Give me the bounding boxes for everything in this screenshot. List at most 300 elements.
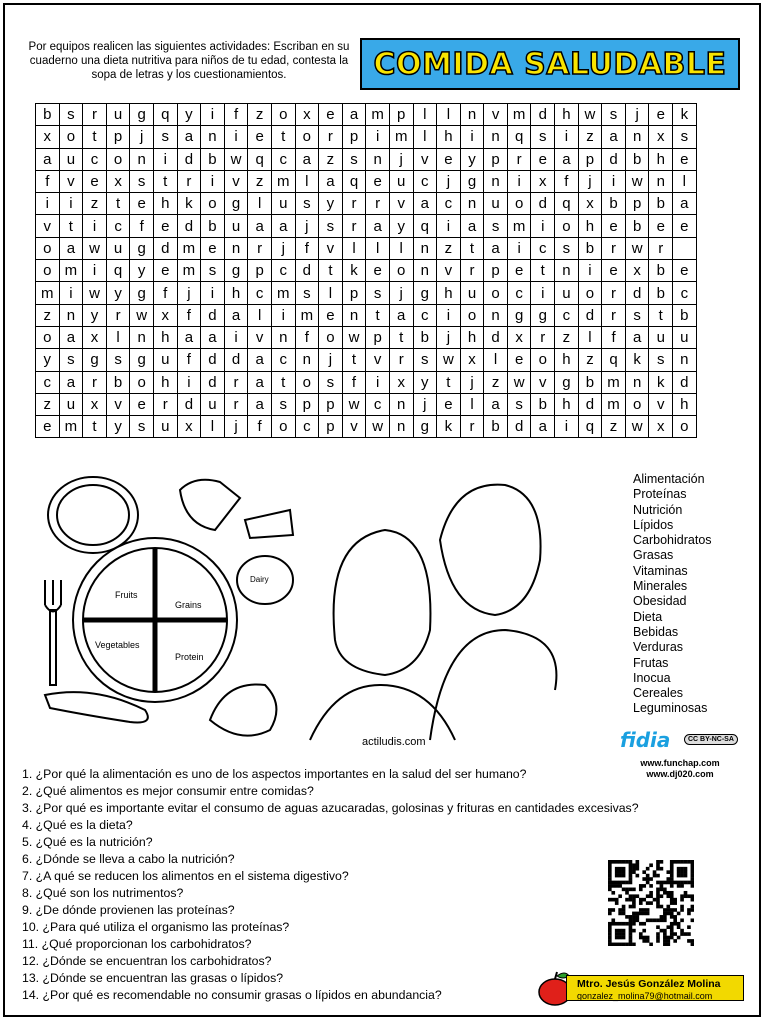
grid-cell[interactable]: x xyxy=(578,193,602,215)
grid-cell[interactable]: w xyxy=(437,349,461,371)
grid-cell[interactable]: j xyxy=(177,282,201,304)
grid-cell[interactable]: c xyxy=(83,148,107,170)
grid-cell[interactable]: v xyxy=(36,215,60,237)
grid-cell[interactable]: c xyxy=(271,148,295,170)
grid-cell[interactable]: y xyxy=(106,282,130,304)
grid-cell[interactable]: x xyxy=(177,416,201,438)
grid-cell[interactable]: l xyxy=(295,170,319,192)
grid-cell[interactable]: r xyxy=(602,282,626,304)
grid-cell[interactable]: n xyxy=(413,260,437,282)
grid-cell[interactable]: e xyxy=(437,393,461,415)
grid-cell[interactable]: u xyxy=(153,416,177,438)
grid-cell[interactable]: q xyxy=(413,215,437,237)
grid-cell[interactable]: e xyxy=(507,349,531,371)
grid-cell[interactable]: a xyxy=(248,393,272,415)
grid-cell[interactable]: w xyxy=(507,371,531,393)
grid-cell[interactable]: n xyxy=(555,260,579,282)
grid-cell[interactable]: d xyxy=(201,349,225,371)
grid-cell[interactable]: o xyxy=(531,349,555,371)
grid-cell[interactable]: i xyxy=(460,126,484,148)
grid-cell[interactable]: l xyxy=(201,416,225,438)
grid-cell[interactable]: t xyxy=(531,260,555,282)
grid-cell[interactable]: e xyxy=(531,148,555,170)
grid-cell[interactable]: s xyxy=(295,282,319,304)
grid-cell[interactable]: e xyxy=(437,148,461,170)
grid-cell[interactable]: n xyxy=(460,104,484,126)
grid-cell[interactable]: o xyxy=(319,326,343,348)
grid-cell[interactable]: s xyxy=(484,215,508,237)
grid-cell[interactable]: m xyxy=(59,260,83,282)
grid-cell[interactable]: l xyxy=(460,393,484,415)
grid-cell[interactable]: y xyxy=(130,260,154,282)
grid-cell[interactable]: m xyxy=(271,282,295,304)
grid-cell[interactable]: w xyxy=(625,237,649,259)
grid-cell[interactable]: s xyxy=(130,416,154,438)
grid-cell[interactable]: c xyxy=(248,282,272,304)
grid-cell[interactable]: n xyxy=(625,126,649,148)
grid-cell[interactable]: r xyxy=(342,215,366,237)
grid-cell[interactable]: r xyxy=(248,237,272,259)
grid-cell[interactable]: x xyxy=(625,260,649,282)
grid-cell[interactable]: v xyxy=(531,371,555,393)
grid-cell[interactable]: w xyxy=(83,282,107,304)
grid-cell[interactable]: v xyxy=(59,170,83,192)
grid-cell[interactable] xyxy=(673,237,697,259)
grid-cell[interactable]: i xyxy=(36,193,60,215)
grid-cell[interactable]: i xyxy=(531,215,555,237)
grid-cell[interactable]: i xyxy=(201,170,225,192)
grid-cell[interactable]: h xyxy=(224,282,248,304)
grid-cell[interactable]: t xyxy=(649,304,673,326)
grid-cell[interactable]: e xyxy=(36,416,60,438)
grid-cell[interactable]: u xyxy=(59,148,83,170)
grid-cell[interactable]: i xyxy=(153,148,177,170)
grid-cell[interactable]: l xyxy=(366,237,390,259)
grid-cell[interactable]: r xyxy=(460,416,484,438)
grid-cell[interactable]: e xyxy=(366,260,390,282)
grid-cell[interactable]: g xyxy=(507,304,531,326)
grid-cell[interactable]: z xyxy=(36,393,60,415)
grid-cell[interactable]: b xyxy=(625,148,649,170)
grid-cell[interactable]: l xyxy=(106,326,130,348)
grid-cell[interactable]: p xyxy=(319,416,343,438)
grid-cell[interactable]: f xyxy=(295,326,319,348)
grid-cell[interactable]: d xyxy=(201,304,225,326)
grid-cell[interactable]: k xyxy=(437,416,461,438)
grid-cell[interactable]: o xyxy=(130,371,154,393)
grid-cell[interactable]: v xyxy=(366,349,390,371)
grid-cell[interactable]: s xyxy=(413,349,437,371)
grid-cell[interactable]: x xyxy=(507,326,531,348)
grid-cell[interactable]: a xyxy=(201,326,225,348)
grid-cell[interactable]: g xyxy=(130,237,154,259)
grid-cell[interactable]: k xyxy=(649,371,673,393)
grid-cell[interactable]: d xyxy=(625,282,649,304)
grid-cell[interactable]: c xyxy=(295,416,319,438)
link-funchap[interactable]: www.funchap.com xyxy=(640,758,720,768)
grid-cell[interactable]: m xyxy=(177,237,201,259)
grid-cell[interactable]: q xyxy=(248,148,272,170)
grid-cell[interactable]: p xyxy=(484,260,508,282)
grid-cell[interactable]: r xyxy=(649,237,673,259)
grid-cell[interactable]: o xyxy=(460,304,484,326)
grid-cell[interactable]: c xyxy=(555,304,579,326)
grid-cell[interactable]: w xyxy=(130,304,154,326)
grid-cell[interactable]: s xyxy=(153,126,177,148)
grid-cell[interactable]: o xyxy=(484,282,508,304)
grid-cell[interactable]: n xyxy=(342,304,366,326)
grid-cell[interactable]: p xyxy=(625,193,649,215)
grid-cell[interactable]: t xyxy=(153,170,177,192)
grid-cell[interactable]: n xyxy=(484,126,508,148)
grid-cell[interactable]: r xyxy=(83,104,107,126)
grid-cell[interactable]: n xyxy=(130,148,154,170)
grid-cell[interactable]: a xyxy=(555,148,579,170)
grid-cell[interactable]: b xyxy=(36,104,60,126)
grid-cell[interactable]: p xyxy=(319,393,343,415)
link-dj020[interactable]: www.dj020.com xyxy=(646,769,714,779)
grid-cell[interactable]: v xyxy=(484,104,508,126)
grid-cell[interactable]: i xyxy=(271,304,295,326)
grid-cell[interactable]: p xyxy=(578,148,602,170)
grid-cell[interactable]: u xyxy=(106,104,130,126)
grid-cell[interactable]: p xyxy=(295,393,319,415)
grid-cell[interactable]: a xyxy=(271,215,295,237)
grid-cell[interactable]: a xyxy=(248,371,272,393)
grid-cell[interactable]: a xyxy=(484,237,508,259)
grid-cell[interactable]: b xyxy=(649,260,673,282)
grid-cell[interactable]: y xyxy=(319,193,343,215)
grid-cell[interactable]: x xyxy=(460,349,484,371)
grid-cell[interactable]: v xyxy=(319,237,343,259)
grid-cell[interactable]: i xyxy=(555,126,579,148)
grid-cell[interactable]: n xyxy=(130,326,154,348)
grid-cell[interactable]: d xyxy=(295,260,319,282)
grid-cell[interactable]: l xyxy=(342,237,366,259)
grid-cell[interactable]: n xyxy=(271,326,295,348)
grid-cell[interactable]: g xyxy=(413,416,437,438)
grid-cell[interactable]: l xyxy=(248,193,272,215)
grid-cell[interactable]: r xyxy=(507,148,531,170)
grid-cell[interactable]: o xyxy=(271,416,295,438)
grid-cell[interactable]: g xyxy=(130,104,154,126)
grid-cell[interactable]: m xyxy=(602,371,626,393)
grid-cell[interactable]: k xyxy=(342,260,366,282)
grid-cell[interactable]: r xyxy=(366,193,390,215)
grid-cell[interactable]: o xyxy=(389,260,413,282)
grid-cell[interactable]: o xyxy=(36,260,60,282)
grid-cell[interactable]: i xyxy=(366,371,390,393)
grid-cell[interactable]: i xyxy=(59,193,83,215)
grid-cell[interactable]: c xyxy=(271,260,295,282)
grid-cell[interactable]: r xyxy=(342,193,366,215)
grid-cell[interactable]: r xyxy=(177,170,201,192)
grid-cell[interactable]: v xyxy=(389,193,413,215)
grid-cell[interactable]: r xyxy=(224,371,248,393)
grid-cell[interactable]: j xyxy=(295,215,319,237)
grid-cell[interactable]: n xyxy=(59,304,83,326)
grid-cell[interactable]: n xyxy=(366,148,390,170)
grid-cell[interactable]: h xyxy=(153,193,177,215)
grid-cell[interactable]: j xyxy=(389,282,413,304)
grid-cell[interactable]: s xyxy=(531,126,555,148)
grid-cell[interactable]: h xyxy=(153,371,177,393)
grid-cell[interactable]: t xyxy=(271,126,295,148)
grid-cell[interactable]: x xyxy=(83,393,107,415)
grid-cell[interactable]: m xyxy=(177,260,201,282)
grid-cell[interactable]: b xyxy=(578,371,602,393)
grid-cell[interactable]: c xyxy=(507,282,531,304)
grid-cell[interactable]: x xyxy=(106,170,130,192)
grid-cell[interactable]: c xyxy=(271,349,295,371)
qr-code-icon[interactable] xyxy=(608,860,694,946)
grid-cell[interactable]: d xyxy=(578,304,602,326)
grid-cell[interactable]: c xyxy=(36,371,60,393)
grid-cell[interactable]: z xyxy=(602,416,626,438)
grid-cell[interactable]: e xyxy=(153,215,177,237)
grid-cell[interactable]: c xyxy=(673,282,697,304)
grid-cell[interactable]: r xyxy=(83,371,107,393)
grid-cell[interactable]: f xyxy=(248,416,272,438)
grid-cell[interactable]: b xyxy=(201,215,225,237)
grid-cell[interactable]: i xyxy=(437,215,461,237)
grid-cell[interactable]: f xyxy=(36,170,60,192)
grid-cell[interactable]: e xyxy=(649,215,673,237)
grid-cell[interactable]: s xyxy=(295,193,319,215)
grid-cell[interactable]: t xyxy=(366,304,390,326)
grid-cell[interactable]: d xyxy=(484,326,508,348)
grid-cell[interactable]: x xyxy=(36,126,60,148)
grid-cell[interactable]: q xyxy=(507,126,531,148)
grid-cell[interactable]: e xyxy=(153,260,177,282)
grid-cell[interactable]: l xyxy=(413,126,437,148)
grid-cell[interactable]: y xyxy=(36,349,60,371)
grid-cell[interactable]: u xyxy=(224,215,248,237)
grid-cell[interactable]: d xyxy=(673,371,697,393)
grid-cell[interactable]: s xyxy=(649,349,673,371)
grid-cell[interactable]: n xyxy=(625,371,649,393)
grid-cell[interactable]: s xyxy=(130,170,154,192)
grid-cell[interactable]: a xyxy=(460,215,484,237)
grid-cell[interactable]: d xyxy=(531,193,555,215)
grid-cell[interactable]: s xyxy=(625,304,649,326)
grid-cell[interactable]: e xyxy=(248,126,272,148)
grid-cell[interactable]: l xyxy=(413,104,437,126)
grid-cell[interactable]: l xyxy=(248,304,272,326)
grid-cell[interactable]: g xyxy=(130,282,154,304)
grid-cell[interactable]: l xyxy=(484,349,508,371)
grid-cell[interactable]: s xyxy=(319,371,343,393)
grid-cell[interactable]: h xyxy=(437,282,461,304)
grid-cell[interactable]: a xyxy=(342,104,366,126)
grid-cell[interactable]: s xyxy=(555,237,579,259)
grid-cell[interactable]: y xyxy=(177,104,201,126)
grid-cell[interactable]: n xyxy=(460,193,484,215)
grid-cell[interactable]: i xyxy=(531,282,555,304)
grid-cell[interactable]: t xyxy=(271,371,295,393)
grid-cell[interactable]: k xyxy=(673,104,697,126)
grid-cell[interactable]: b xyxy=(602,193,626,215)
grid-cell[interactable]: f xyxy=(342,371,366,393)
grid-cell[interactable]: u xyxy=(389,170,413,192)
grid-cell[interactable]: z xyxy=(555,326,579,348)
grid-cell[interactable]: w xyxy=(83,237,107,259)
grid-cell[interactable]: f xyxy=(177,349,201,371)
grid-cell[interactable]: t xyxy=(389,326,413,348)
grid-cell[interactable]: q xyxy=(555,193,579,215)
grid-cell[interactable]: s xyxy=(342,148,366,170)
grid-cell[interactable]: z xyxy=(248,170,272,192)
grid-cell[interactable]: z xyxy=(319,148,343,170)
grid-cell[interactable]: j xyxy=(578,170,602,192)
grid-cell[interactable]: n xyxy=(649,170,673,192)
grid-cell[interactable]: z xyxy=(36,304,60,326)
grid-cell[interactable]: n xyxy=(201,126,225,148)
grid-cell[interactable]: e xyxy=(83,170,107,192)
grid-cell[interactable]: n xyxy=(295,349,319,371)
grid-cell[interactable]: z xyxy=(437,237,461,259)
grid-cell[interactable]: b xyxy=(484,416,508,438)
grid-cell[interactable]: s xyxy=(59,349,83,371)
grid-cell[interactable]: b xyxy=(649,193,673,215)
grid-cell[interactable]: z xyxy=(578,126,602,148)
grid-cell[interactable]: b xyxy=(106,371,130,393)
grid-cell[interactable]: d xyxy=(177,148,201,170)
grid-cell[interactable]: b xyxy=(649,282,673,304)
grid-cell[interactable]: e xyxy=(130,393,154,415)
grid-cell[interactable]: a xyxy=(319,170,343,192)
grid-cell[interactable]: f xyxy=(224,104,248,126)
grid-cell[interactable]: a xyxy=(413,193,437,215)
grid-cell[interactable]: v xyxy=(413,148,437,170)
grid-cell[interactable]: j xyxy=(413,393,437,415)
grid-cell[interactable]: i xyxy=(366,126,390,148)
grid-cell[interactable]: e xyxy=(319,304,343,326)
grid-cell[interactable]: p xyxy=(389,104,413,126)
grid-cell[interactable]: v xyxy=(342,416,366,438)
grid-cell[interactable]: t xyxy=(83,416,107,438)
grid-cell[interactable]: l xyxy=(437,104,461,126)
grid-cell[interactable]: q xyxy=(342,170,366,192)
grid-cell[interactable]: n xyxy=(673,349,697,371)
grid-cell[interactable]: z xyxy=(248,104,272,126)
grid-cell[interactable]: g xyxy=(413,282,437,304)
grid-cell[interactable]: x xyxy=(649,126,673,148)
grid-cell[interactable]: m xyxy=(295,304,319,326)
grid-cell[interactable]: a xyxy=(389,304,413,326)
grid-cell[interactable]: o xyxy=(201,193,225,215)
grid-cell[interactable]: o xyxy=(36,237,60,259)
grid-cell[interactable]: x xyxy=(649,416,673,438)
grid-cell[interactable]: g xyxy=(460,170,484,192)
grid-cell[interactable]: d xyxy=(224,349,248,371)
grid-cell[interactable]: h xyxy=(437,126,461,148)
grid-cell[interactable]: k xyxy=(177,193,201,215)
grid-cell[interactable]: a xyxy=(36,148,60,170)
grid-cell[interactable]: i xyxy=(224,126,248,148)
grid-cell[interactable]: s xyxy=(59,104,83,126)
grid-cell[interactable]: p xyxy=(342,126,366,148)
grid-cell[interactable]: q xyxy=(602,349,626,371)
grid-cell[interactable]: e xyxy=(602,260,626,282)
grid-cell[interactable]: i xyxy=(83,215,107,237)
grid-cell[interactable]: r xyxy=(460,260,484,282)
grid-cell[interactable]: q xyxy=(153,104,177,126)
grid-cell[interactable]: j xyxy=(130,126,154,148)
grid-cell[interactable]: s xyxy=(366,282,390,304)
grid-cell[interactable]: t xyxy=(59,215,83,237)
grid-cell[interactable]: f xyxy=(153,282,177,304)
grid-cell[interactable]: d xyxy=(578,393,602,415)
grid-cell[interactable]: v xyxy=(248,326,272,348)
grid-cell[interactable]: g xyxy=(224,260,248,282)
grid-cell[interactable]: m xyxy=(389,126,413,148)
grid-cell[interactable]: u xyxy=(673,326,697,348)
grid-cell[interactable]: i xyxy=(507,237,531,259)
grid-cell[interactable]: c xyxy=(106,215,130,237)
grid-cell[interactable]: d xyxy=(507,416,531,438)
grid-cell[interactable]: s xyxy=(602,104,626,126)
grid-cell[interactable]: a xyxy=(366,215,390,237)
grid-cell[interactable]: r xyxy=(602,237,626,259)
grid-cell[interactable]: e xyxy=(507,260,531,282)
grid-cell[interactable]: e xyxy=(673,148,697,170)
grid-cell[interactable]: a xyxy=(59,237,83,259)
grid-cell[interactable]: u xyxy=(460,282,484,304)
grid-cell[interactable]: n xyxy=(224,237,248,259)
grid-cell[interactable]: w xyxy=(366,416,390,438)
grid-cell[interactable]: y xyxy=(460,148,484,170)
grid-cell[interactable]: l xyxy=(389,237,413,259)
grid-cell[interactable]: h xyxy=(555,349,579,371)
grid-cell[interactable]: j xyxy=(319,349,343,371)
grid-cell[interactable]: n xyxy=(389,393,413,415)
grid-cell[interactable]: m xyxy=(36,282,60,304)
grid-cell[interactable]: i xyxy=(555,416,579,438)
grid-cell[interactable]: p xyxy=(106,126,130,148)
grid-cell[interactable]: f xyxy=(177,304,201,326)
grid-cell[interactable]: m xyxy=(271,170,295,192)
grid-cell[interactable]: m xyxy=(507,215,531,237)
grid-cell[interactable]: a xyxy=(224,304,248,326)
grid-cell[interactable]: p xyxy=(248,260,272,282)
grid-cell[interactable]: b xyxy=(531,393,555,415)
grid-cell[interactable]: g xyxy=(555,371,579,393)
grid-cell[interactable]: d xyxy=(153,237,177,259)
grid-cell[interactable]: h xyxy=(555,104,579,126)
grid-cell[interactable]: a xyxy=(295,148,319,170)
grid-cell[interactable]: o xyxy=(578,282,602,304)
grid-cell[interactable]: h xyxy=(673,393,697,415)
grid-cell[interactable]: e xyxy=(319,104,343,126)
grid-cell[interactable]: u xyxy=(271,193,295,215)
grid-cell[interactable]: i xyxy=(437,304,461,326)
grid-cell[interactable]: c xyxy=(531,237,555,259)
grid-cell[interactable]: x xyxy=(83,326,107,348)
grid-cell[interactable]: a xyxy=(177,326,201,348)
grid-cell[interactable]: r xyxy=(602,304,626,326)
grid-cell[interactable]: j xyxy=(271,237,295,259)
grid-cell[interactable]: p xyxy=(342,282,366,304)
grid-cell[interactable]: f xyxy=(602,326,626,348)
grid-cell[interactable]: h xyxy=(555,393,579,415)
grid-cell[interactable]: y xyxy=(106,416,130,438)
grid-cell[interactable]: b xyxy=(673,304,697,326)
grid-cell[interactable]: w xyxy=(625,170,649,192)
grid-cell[interactable]: d xyxy=(602,148,626,170)
grid-cell[interactable]: s xyxy=(271,393,295,415)
grid-cell[interactable]: o xyxy=(295,371,319,393)
